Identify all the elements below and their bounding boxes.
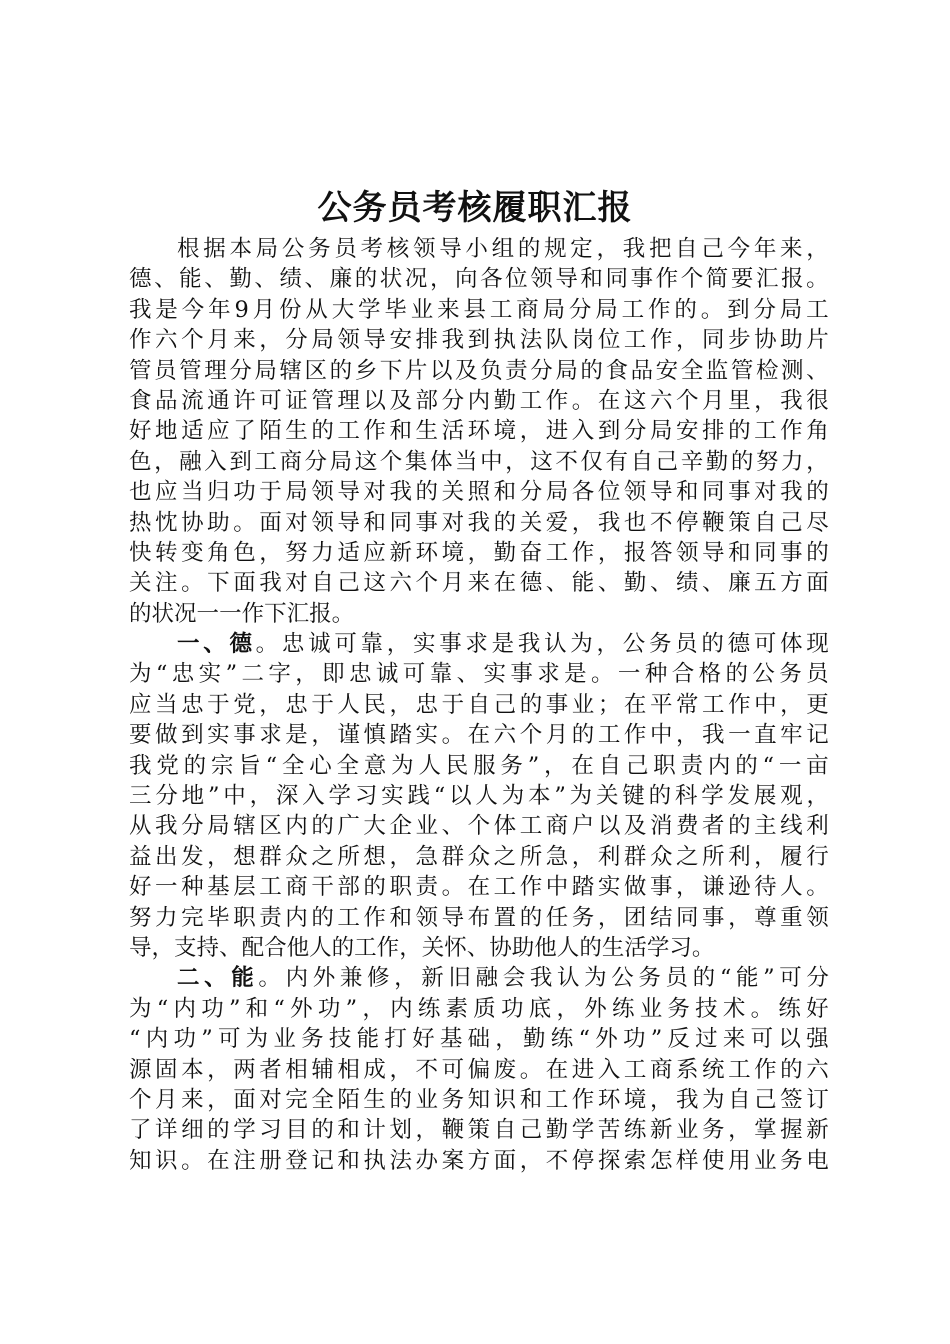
document-title: 公务员考核履职汇报	[317, 188, 633, 228]
body-line: 个 月 来 ， 面 对 完 全 陌 生 的 业 务 知 识 和 工 作 环 境 ， 我 为 自 己 签 订	[129, 1086, 829, 1113]
body-line: 要 做 到 实 事 求 是 ， 谨 慎 踏 实 。 在 六 个 月 的 工 作 中 ， 我 一 直 牢 记	[129, 722, 829, 749]
section-heading-line: 二 、 能 。 内 外 兼 修 ， 新 旧 融 会 我 认 为 公 务 员 的 “ 能 ” 可 分	[177, 965, 829, 992]
body-line: 益 出 发 ， 想 群 众 之 所 想 ， 急 群 众 之 所 急 ， 利 群 众 之 所 利 ， 履 行	[129, 843, 829, 870]
document-body	[129, 234, 829, 1176]
body-line: 色 ， 融 入 到 工 商 分 局 这 个 集 体 当 中 ， 这 不 仅 有 自 己 辛 勤 的 努 力 ，	[129, 448, 829, 475]
body-line: 德 、 能 、 勤 、 绩 、 廉 的 状 况 ， 向 各 位 领 导 和 同 事 作 个 简 要 汇 报 。	[129, 266, 829, 293]
body-line: 源 固 本 ， 两 者 相 辅 相 成 ， 不 可 偏 废 。 在 进 入 工 商 系 统 工 作 的 六	[129, 1056, 829, 1083]
body-line: 我 党 的 宗 旨 “ 全 心 全 意 为 人 民 服 务 ” ， 在 自 己 职 责 内 的 “ 一 亩	[129, 752, 829, 779]
body-line: 为 “ 内 功 ” 和 “ 外 功 ” ， 内 练 素 质 功 底 ， 外 练 业 务 技 术 。 练 好	[129, 995, 829, 1022]
body-line: 好 地 适 应 了 陌 生 的 工 作 和 生 活 环 境 ， 进 入 到 分 局 安 排 的 工 作 角	[129, 418, 829, 445]
body-line: 快 转 变 角 色 ， 努 力 适 应 新 环 境 ， 勤 奋 工 作 ， 报 答 领 导 和 同 事 的	[129, 539, 829, 566]
body-line: 作 六 个 月 来 ， 分 局 领 导 安 排 我 到 执 法 队 岗 位 工 作 ， 同 步 协 助 片	[129, 327, 829, 354]
body-line: 努 力 完 毕 职 责 内 的 工 作 和 领 导 布 置 的 任 务 ， 团 结 同 事 ， 尊 重 领	[129, 904, 829, 931]
body-line: 我 是 今 年 9 月 份 从 大 学 毕 业 来 县 工 商 局 分 局 工 作 的 。 到 分 局 工	[129, 296, 829, 323]
body-line: 热 忱 协 助 。 面 对 领 导 和 同 事 对 我 的 关 爱 ， 我 也 不 停 鞭 策 自 己 尽	[129, 509, 829, 536]
body-line: 也 应 当 归 功 于 局 领 导 对 我 的 关 照 和 分 局 各 位 领 导 和 同 事 对 我 的	[129, 479, 829, 506]
body-line: 三 分 地 ” 中 ， 深 入 学 习 实 践 “ 以 人 为 本 ” 为 关 键 的 科 学 发 展 观 ，	[129, 783, 829, 810]
body-line: 为 “ 忠 实 ” 二 字 ， 即 忠 诚 可 靠 、 实 事 求 是 。 一 种 合 格 的 公 务 员	[129, 661, 829, 688]
body-line: 导 ， 支 持 、 配 合 他 人 的 工 作 ， 关 怀 、 协 助 他 人 的 生 活 学 习 。	[129, 934, 715, 961]
body-line: 食 品 流 通 许 可 证 管 理 以 及 部 分 内 勤 工 作 。 在 这 六 个 月 里 ， 我 很	[129, 387, 829, 414]
body-line: 根 据 本 局 公 务 员 考 核 领 导 小 组 的 规 定 ， 我 把 自 己 今 年 来 ，	[177, 236, 829, 262]
body-line: 关 注 。 下 面 我 对 自 己 这 六 个 月 来 在 德 、 能 、 勤 、 绩 、 廉 五 方 面	[129, 570, 829, 597]
body-line: 了 详 细 的 学 习 目 的 和 计 划 ， 鞭 策 自 己 勤 学 苦 练 新 业 务 ， 掌 握 新	[129, 1117, 829, 1144]
body-line: “ 内 功 ” 可 为 业 务 技 能 打 好 基 础 ， 勤 练 “ 外 功 ” 反 过 来 可 以 强	[129, 1026, 829, 1053]
body-line: 应 当 忠 于 党 ， 忠 于 人 民 ， 忠 于 自 己 的 事 业 ； 在 平 常 工 作 中 ， 更	[129, 691, 829, 718]
body-line: 管 员 管 理 分 局 辖 区 的 乡 下 片 以 及 负 责 分 局 的 食 品 安 全 监 管 检 测 、	[129, 357, 829, 384]
body-line: 知 识 。 在 注 册 登 记 和 执 法 办 案 方 面 ， 不 停 探 索 怎 样 使 用 业 务 电	[129, 1147, 829, 1174]
section-heading-line: 一 、 德 。 忠 诚 可 靠 ， 实 事 求 是 我 认 为 ， 公 务 员 的 德 可 体 现	[177, 631, 829, 658]
body-line: 好 一 种 基 层 工 商 干 部 的 职 责 。 在 工 作 中 踏 实 做 事 ， 谦 逊 待 人 。	[129, 874, 829, 901]
body-line: 的 状 况 一 一 作 下 汇 报 。	[129, 600, 355, 627]
body-line: 从 我 分 局 辖 区 内 的 广 大 企 业 、 个 体 工 商 户 以 及 消 费 者 的 主 线 利	[129, 813, 829, 840]
